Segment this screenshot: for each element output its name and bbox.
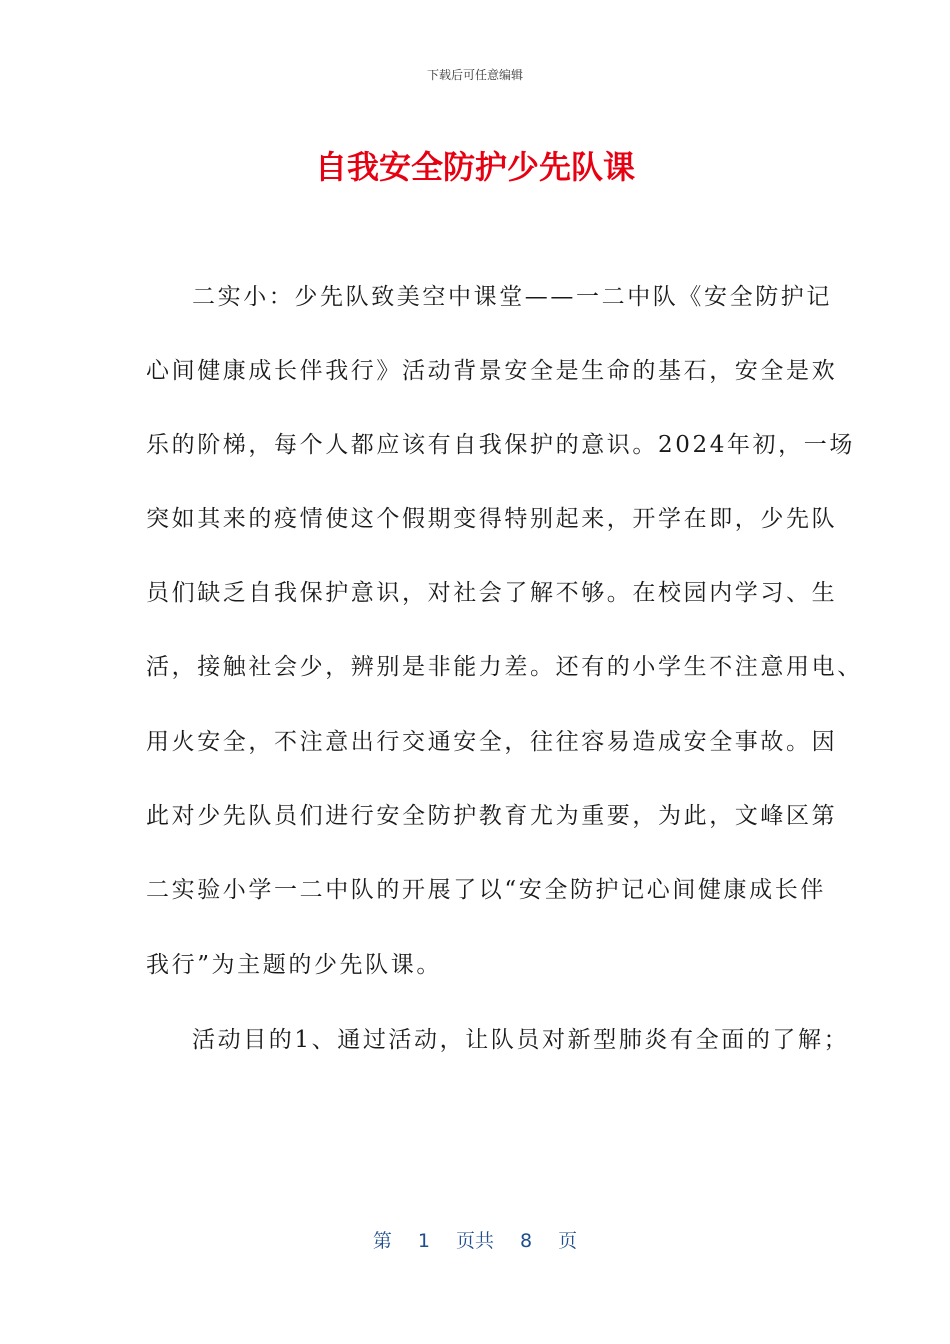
document-title: 自我安全防护少先队课 bbox=[314, 148, 635, 186]
paragraph-line: 心间健康成长伴我行》活动背景安全是生命的基石，安全是欢 bbox=[146, 358, 838, 384]
page-current: 1 bbox=[417, 1230, 430, 1252]
paragraph-line: 员们缺乏自我保护意识，对社会了解不够。在校园内学习、生 bbox=[146, 580, 838, 606]
page-mid-label: 页共 bbox=[455, 1230, 494, 1252]
paragraph-line: 活动目的1、通过活动，让队员对新型肺炎有全面的了解； bbox=[192, 1027, 850, 1053]
header-note: 下载后可任意编辑 bbox=[426, 68, 523, 82]
paragraph-line: 此对少先队员们进行安全防护教育尤为重要，为此，文峰区第 bbox=[146, 803, 838, 829]
page-label: 第 bbox=[372, 1230, 392, 1252]
paragraph-line: 二实小：少先队致美空中课堂——一二中队《安全防护记 bbox=[192, 284, 832, 310]
paragraph-line: 二实验小学一二中队的开展了以“安全防护记心间健康成长伴 bbox=[146, 877, 826, 903]
page-total: 8 bbox=[520, 1230, 533, 1252]
paragraph-line: 我行”为主题的少先队课。 bbox=[146, 952, 442, 978]
page-end-label: 页 bbox=[558, 1230, 578, 1252]
paragraph-line: 用火安全，不注意出行交通安全，往往容易造成安全事故。因 bbox=[146, 729, 838, 755]
page-footer bbox=[0, 1226, 950, 1253]
paragraph-line: 突如其来的疫情使这个假期变得特别起来，开学在即，少先队 bbox=[146, 506, 838, 532]
paragraph-line: 活，接触社会少，辨别是非能力差。还有的小学生不注意用电、 bbox=[146, 654, 863, 680]
paragraph-line: 乐的阶梯，每个人都应该有自我保护的意识。2024年初，一场 bbox=[146, 432, 855, 458]
